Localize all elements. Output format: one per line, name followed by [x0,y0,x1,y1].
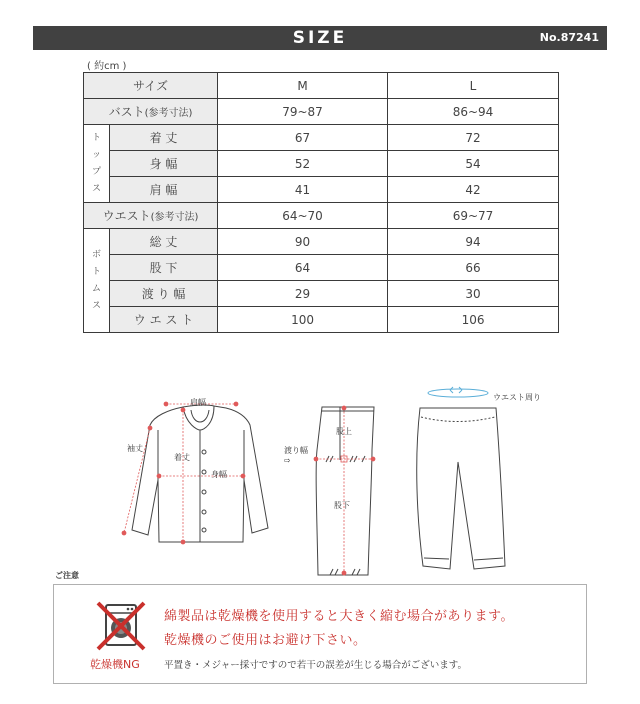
label-thigh: 渡り幅 ⇨ [284,446,308,465]
product-number: No.87241 [539,31,599,44]
table-cell: 54 [388,151,559,177]
row-label: 着 丈 [110,125,218,151]
size-title: SIZE [292,28,348,48]
table-cell: 66 [388,255,559,281]
label-length: 着丈 [174,453,190,462]
table-cell: 67 [218,125,388,151]
ng-label: 乾燥機NG [90,658,140,671]
header-size: サイズ [84,73,218,99]
row-label-waist: ウエスト(参考寸法) [84,203,218,229]
table-cell: 41 [218,177,388,203]
table-row-bottoms-thigh [84,281,559,307]
table-row-bottoms-total [84,229,559,255]
row-label-bust: バスト(参考寸法) [84,99,218,125]
long-pants-illustration [417,408,505,569]
label-sleeve: 袖丈 [127,444,143,453]
table-cell: 69~77 [388,203,559,229]
label-body-width: 身幅 [211,470,227,479]
table-cell: 106 [388,307,559,333]
shirt-illustration [132,405,268,542]
size-table [83,72,559,333]
table-row-bottoms-inseam [84,255,559,281]
table-header-row [84,73,559,99]
table-row-tops-shoulder [84,177,559,203]
caution-text-avoid: 乾燥機のご使用はお避け下さい。 [164,633,367,648]
row-label: 渡 り 幅 [110,281,218,307]
row-label: ウ エ ス ト [110,307,218,333]
label-waist-around: ウエスト周り [493,393,541,402]
table-cell: 30 [388,281,559,307]
table-row-tops-length [84,125,559,151]
table-cell: 86~94 [388,99,559,125]
label-shoulder: 肩幅 [190,398,206,407]
header-m: M [218,73,388,99]
size-header-bar [33,26,607,50]
table-cell: 94 [388,229,559,255]
garment-illustrations [0,370,640,580]
table-row-waist [84,203,559,229]
measurement-diagrams [0,370,640,580]
group-label-bottoms: ボ ト ム ス [84,229,110,333]
caution-box [53,584,587,684]
table-row-bust [84,99,559,125]
table-cell: 79~87 [218,99,388,125]
waist-circumference-marker [428,387,488,397]
group-label-tops: ト ッ プ ス [84,125,110,203]
table-cell: 64~70 [218,203,388,229]
row-label: 身 幅 [110,151,218,177]
caution-text-shrink: 綿製品は乾燥機を使用すると大きく縮む場合があります。 [164,609,514,624]
table-cell: 29 [218,281,388,307]
label-inseam: 股下 [334,501,350,510]
table-cell: 52 [218,151,388,177]
label-rise: 股上 [336,427,352,436]
table-cell: 42 [388,177,559,203]
table-cell: 90 [218,229,388,255]
unit-note: ( 約cm ) [87,61,127,72]
table-cell: 72 [388,125,559,151]
row-label: 総 丈 [110,229,218,255]
table-cell: 100 [218,307,388,333]
header-l: L [388,73,559,99]
caution-heading: ご注意 [55,571,79,580]
no-dryer-icon [92,599,150,653]
row-label: 股 下 [110,255,218,281]
table-cell: 64 [218,255,388,281]
table-row-bottoms-waist [84,307,559,333]
table-row-tops-width [84,151,559,177]
caution-text-measure: 平置き・メジャー採寸ですので若干の誤差が生じる場合がございます。 [164,660,468,671]
row-label: 肩 幅 [110,177,218,203]
